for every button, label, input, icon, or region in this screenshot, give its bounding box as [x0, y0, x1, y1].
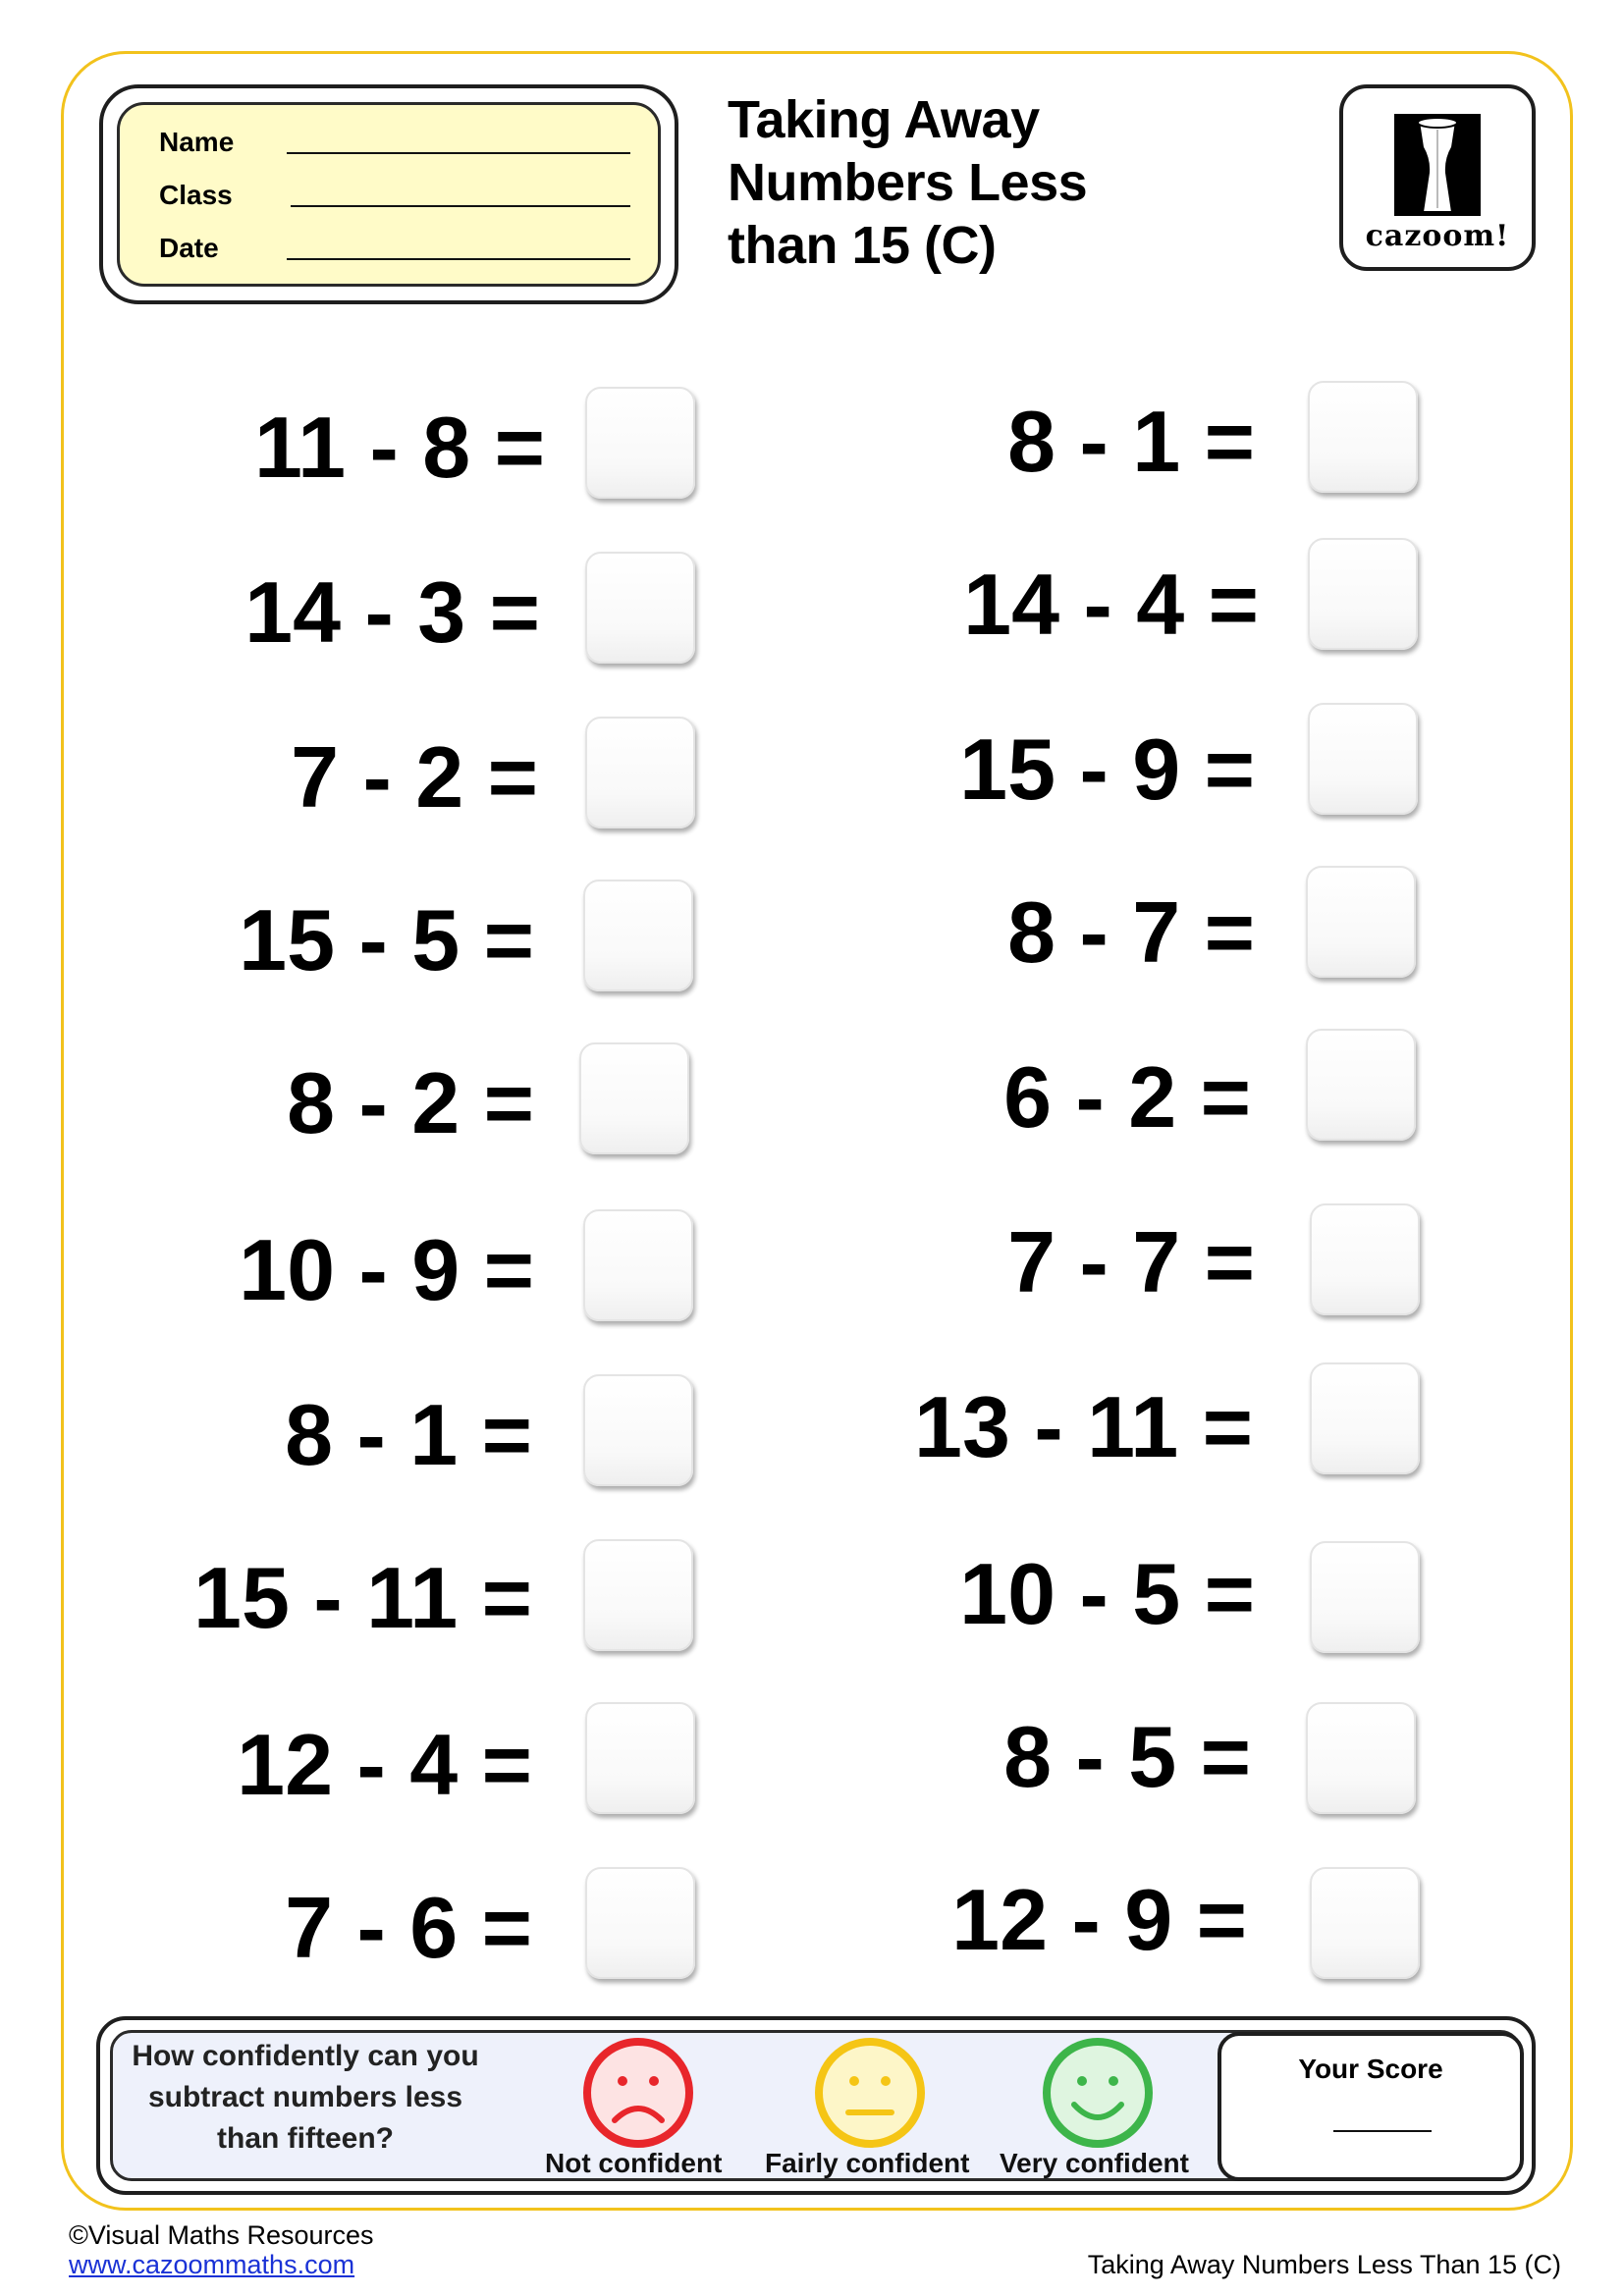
date-row: [159, 229, 630, 268]
problem-right-7: 13 - 11 =: [914, 1378, 1253, 1475]
problem-left-5: 8 - 2 =: [287, 1054, 534, 1151]
confidence-question: How confidently can you subtract numbers less than fifteen?: [132, 2040, 479, 2155]
answer-box-right-3[interactable]: [1308, 703, 1418, 815]
answer-box-right-5[interactable]: [1306, 1029, 1416, 1141]
happy-face-icon[interactable]: [1041, 2036, 1155, 2150]
problem-right-10: 12 - 9 =: [951, 1871, 1247, 1968]
date-label: Date: [159, 233, 219, 263]
problem-right-9: 8 - 5 =: [1003, 1708, 1251, 1805]
problem-left-9: 12 - 4 =: [237, 1716, 532, 1813]
score-box: [1218, 2032, 1524, 2181]
problem-right-8: 10 - 5 =: [959, 1545, 1255, 1642]
cazoom-logo: [1339, 84, 1536, 271]
student-info-panel: [117, 102, 661, 287]
problem-left-2: 14 - 3 =: [244, 563, 540, 661]
answer-box-left-6[interactable]: [583, 1209, 693, 1321]
answer-box-right-7[interactable]: [1310, 1362, 1420, 1474]
answer-box-right-1[interactable]: [1308, 381, 1418, 493]
neutral-face-icon[interactable]: [813, 2036, 927, 2150]
date-field[interactable]: [287, 258, 630, 260]
answer-box-right-6[interactable]: [1310, 1203, 1420, 1315]
problem-left-6: 10 - 9 =: [239, 1221, 534, 1318]
problem-left-3: 7 - 2 =: [291, 728, 538, 826]
name-row: [159, 123, 630, 162]
problem-right-3: 15 - 9 =: [959, 721, 1255, 818]
student-info-box: [99, 84, 678, 304]
problem-right-4: 8 - 7 =: [1007, 883, 1255, 981]
problem-left-1: 11 - 8 =: [253, 399, 545, 496]
problem-left-7: 8 - 1 =: [285, 1386, 532, 1483]
answer-box-right-2[interactable]: [1308, 538, 1418, 650]
sad-face-icon[interactable]: [581, 2036, 695, 2150]
name-label: Name: [159, 127, 235, 157]
not-confident-label: Not confident: [545, 2148, 723, 2178]
class-label: Class: [159, 180, 233, 210]
very-confident-label: Very confident: [1000, 2148, 1189, 2178]
website-link[interactable]: www.cazoommaths.com: [69, 2250, 355, 2279]
problem-right-2: 14 - 4 =: [963, 556, 1259, 653]
answer-box-left-8[interactable]: [583, 1539, 693, 1651]
fairly-confident-label: Fairly confident: [765, 2148, 970, 2178]
answer-box-left-7[interactable]: [583, 1374, 693, 1486]
problem-right-5: 6 - 2 =: [1003, 1048, 1251, 1146]
answer-box-left-9[interactable]: [585, 1702, 695, 1814]
score-field[interactable]: [1333, 2130, 1432, 2132]
worksheet-title: Taking Away Numbers Less than 15 (C): [728, 90, 1088, 275]
answer-box-left-3[interactable]: [585, 717, 695, 828]
problem-right-6: 7 - 7 =: [1007, 1213, 1255, 1310]
answer-box-right-10[interactable]: [1310, 1867, 1420, 1979]
problem-left-4: 15 - 5 =: [239, 891, 534, 988]
answer-box-left-2[interactable]: [585, 552, 695, 664]
logo-wordmark: cazoom!: [1365, 219, 1510, 253]
answer-box-left-4[interactable]: [583, 880, 693, 991]
class-row: [159, 176, 630, 215]
name-field[interactable]: [287, 152, 630, 154]
footer-sheet-title: Taking Away Numbers Less Than 15 (C): [1087, 2250, 1561, 2279]
copyright-text: ©Visual Maths Resources: [69, 2220, 374, 2250]
problem-left-8: 15 - 11 =: [193, 1549, 532, 1646]
answer-box-left-5[interactable]: [579, 1042, 689, 1154]
class-field[interactable]: [291, 205, 630, 207]
answer-box-right-4[interactable]: [1306, 866, 1416, 978]
answer-box-left-10[interactable]: [585, 1867, 695, 1979]
answer-box-right-8[interactable]: [1310, 1541, 1420, 1653]
score-label: Your Score: [1298, 2054, 1443, 2084]
problem-right-1: 8 - 1 =: [1007, 393, 1255, 490]
problem-left-10: 7 - 6 =: [285, 1879, 532, 1976]
answer-box-right-9[interactable]: [1306, 1702, 1416, 1814]
answer-box-left-1[interactable]: [585, 387, 695, 499]
